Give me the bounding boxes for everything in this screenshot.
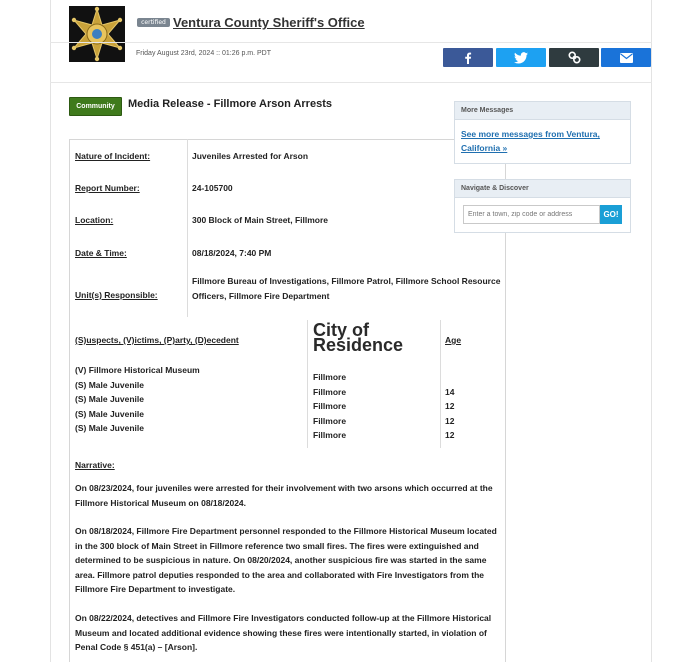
city-column-divider: [440, 320, 441, 448]
more-messages-title: More Messages: [455, 102, 630, 120]
facebook-icon: [464, 52, 472, 64]
category-badge[interactable]: Community: [69, 97, 122, 116]
units-label: Unit(s) Responsible:: [75, 290, 158, 300]
location-search-input[interactable]: [463, 205, 600, 224]
party-row: (S) Male Juvenile: [75, 423, 144, 433]
details-column-divider: [187, 139, 188, 317]
navigate-title: Navigate & Discover: [455, 180, 630, 198]
city-list: [313, 370, 346, 443]
email-share-button[interactable]: [601, 48, 651, 67]
link-icon: [568, 51, 581, 64]
nature-label: Nature of Incident:: [75, 151, 151, 161]
age-cell: 12: [445, 430, 455, 440]
twitter-icon: [514, 52, 528, 64]
narrative-label: Narrative:: [75, 460, 115, 470]
report-number-value: 24-105700: [192, 183, 233, 193]
age-list: [445, 370, 454, 443]
parties-header: (S)uspects, (V)ictims, (P)arty, (D)ecedent: [75, 335, 239, 345]
age-cell: 14: [445, 386, 455, 397]
copy-link-button[interactable]: [549, 48, 599, 67]
narrative-paragraph: On 08/23/2024, four juveniles were arrested for their involvement with two arsons which occurred at the Fillmore Historical Museum on 08/18/2024.: [75, 483, 493, 508]
mail-icon: [620, 53, 633, 63]
go-button[interactable]: GO!: [600, 205, 622, 224]
facebook-share-button[interactable]: [443, 48, 493, 67]
twitter-share-button[interactable]: [496, 48, 546, 67]
header-bottom-divider: [50, 82, 652, 83]
date-time-label: Date & Time:: [75, 248, 127, 258]
city-cell: Fillmore: [313, 401, 347, 411]
party-row: (S) Male Juvenile: [75, 408, 144, 419]
header-divider: [50, 42, 652, 43]
report-number-label: Report Number:: [75, 183, 140, 193]
release-title: Media Release - Fillmore Arson Arrests: [128, 98, 332, 110]
narrative-paragraph: On 08/22/2024, detectives and Fillmore Fire Investigators conducted follow-up at the Fillmore Historical Museum and located additional evidence showing these fires were intentionally started, in violation of Penal Code § 451(a) – [Arson].: [75, 613, 492, 652]
navigate-panel: [454, 179, 631, 233]
city-cell: Fillmore: [313, 415, 347, 426]
narrative-paragraph: On 08/18/2024, Fillmore Fire Department personnel responded to the Fillmore Historical Museum located in the 300 block of Main Street in Fillmore reference two small fires. The fires were extinguished and determined to be suspicious in nature. On 08/20/2024, another suspicious fire was started in the same area. Fillmore patrol deputies responded to the area and collaborated with Fire Investigators from the Fillmore Fire Department to investigate.: [75, 526, 497, 594]
location-value: 300 Block of Main Street, Fillmore: [192, 215, 329, 225]
age-header: Age: [445, 335, 462, 345]
location-label: Location:: [75, 215, 114, 225]
parties-list: [75, 363, 200, 436]
certified-badge: certified: [137, 18, 170, 27]
age-cell: 12: [445, 415, 455, 426]
org-title-link[interactable]: Ventura County Sheriff's Office: [173, 15, 365, 30]
nature-value: Juveniles Arrested for Arson: [192, 151, 309, 161]
more-messages-panel: [454, 101, 631, 164]
sheriff-star-logo: [69, 6, 125, 62]
location-search: [455, 198, 630, 232]
city-cell: Fillmore: [313, 372, 347, 382]
date-time-value: 08/18/2024, 7:40 PM: [192, 248, 272, 258]
city-cell: Fillmore: [313, 430, 347, 440]
party-row: (V) Fillmore Historical Museum: [75, 365, 200, 375]
publish-datetime: Friday August 23rd, 2024 :: 01:26 p.m. PDT: [136, 50, 272, 57]
city-cell: Fillmore: [313, 386, 347, 397]
parties-column-divider: [307, 320, 308, 448]
age-cell: [445, 370, 454, 385]
party-row: (S) Male Juvenile: [75, 394, 144, 404]
more-messages-link[interactable]: See more messages from Ventura, California »: [461, 129, 600, 153]
units-value: Fillmore Bureau of Investigations, Fillmore Patrol, Fillmore School Resource Officers, Fillmore Fire Department: [192, 276, 501, 301]
party-row: (S) Male Juvenile: [75, 379, 144, 390]
city-of-residence-header: City of Residence: [313, 320, 404, 355]
age-cell: 12: [445, 401, 455, 411]
